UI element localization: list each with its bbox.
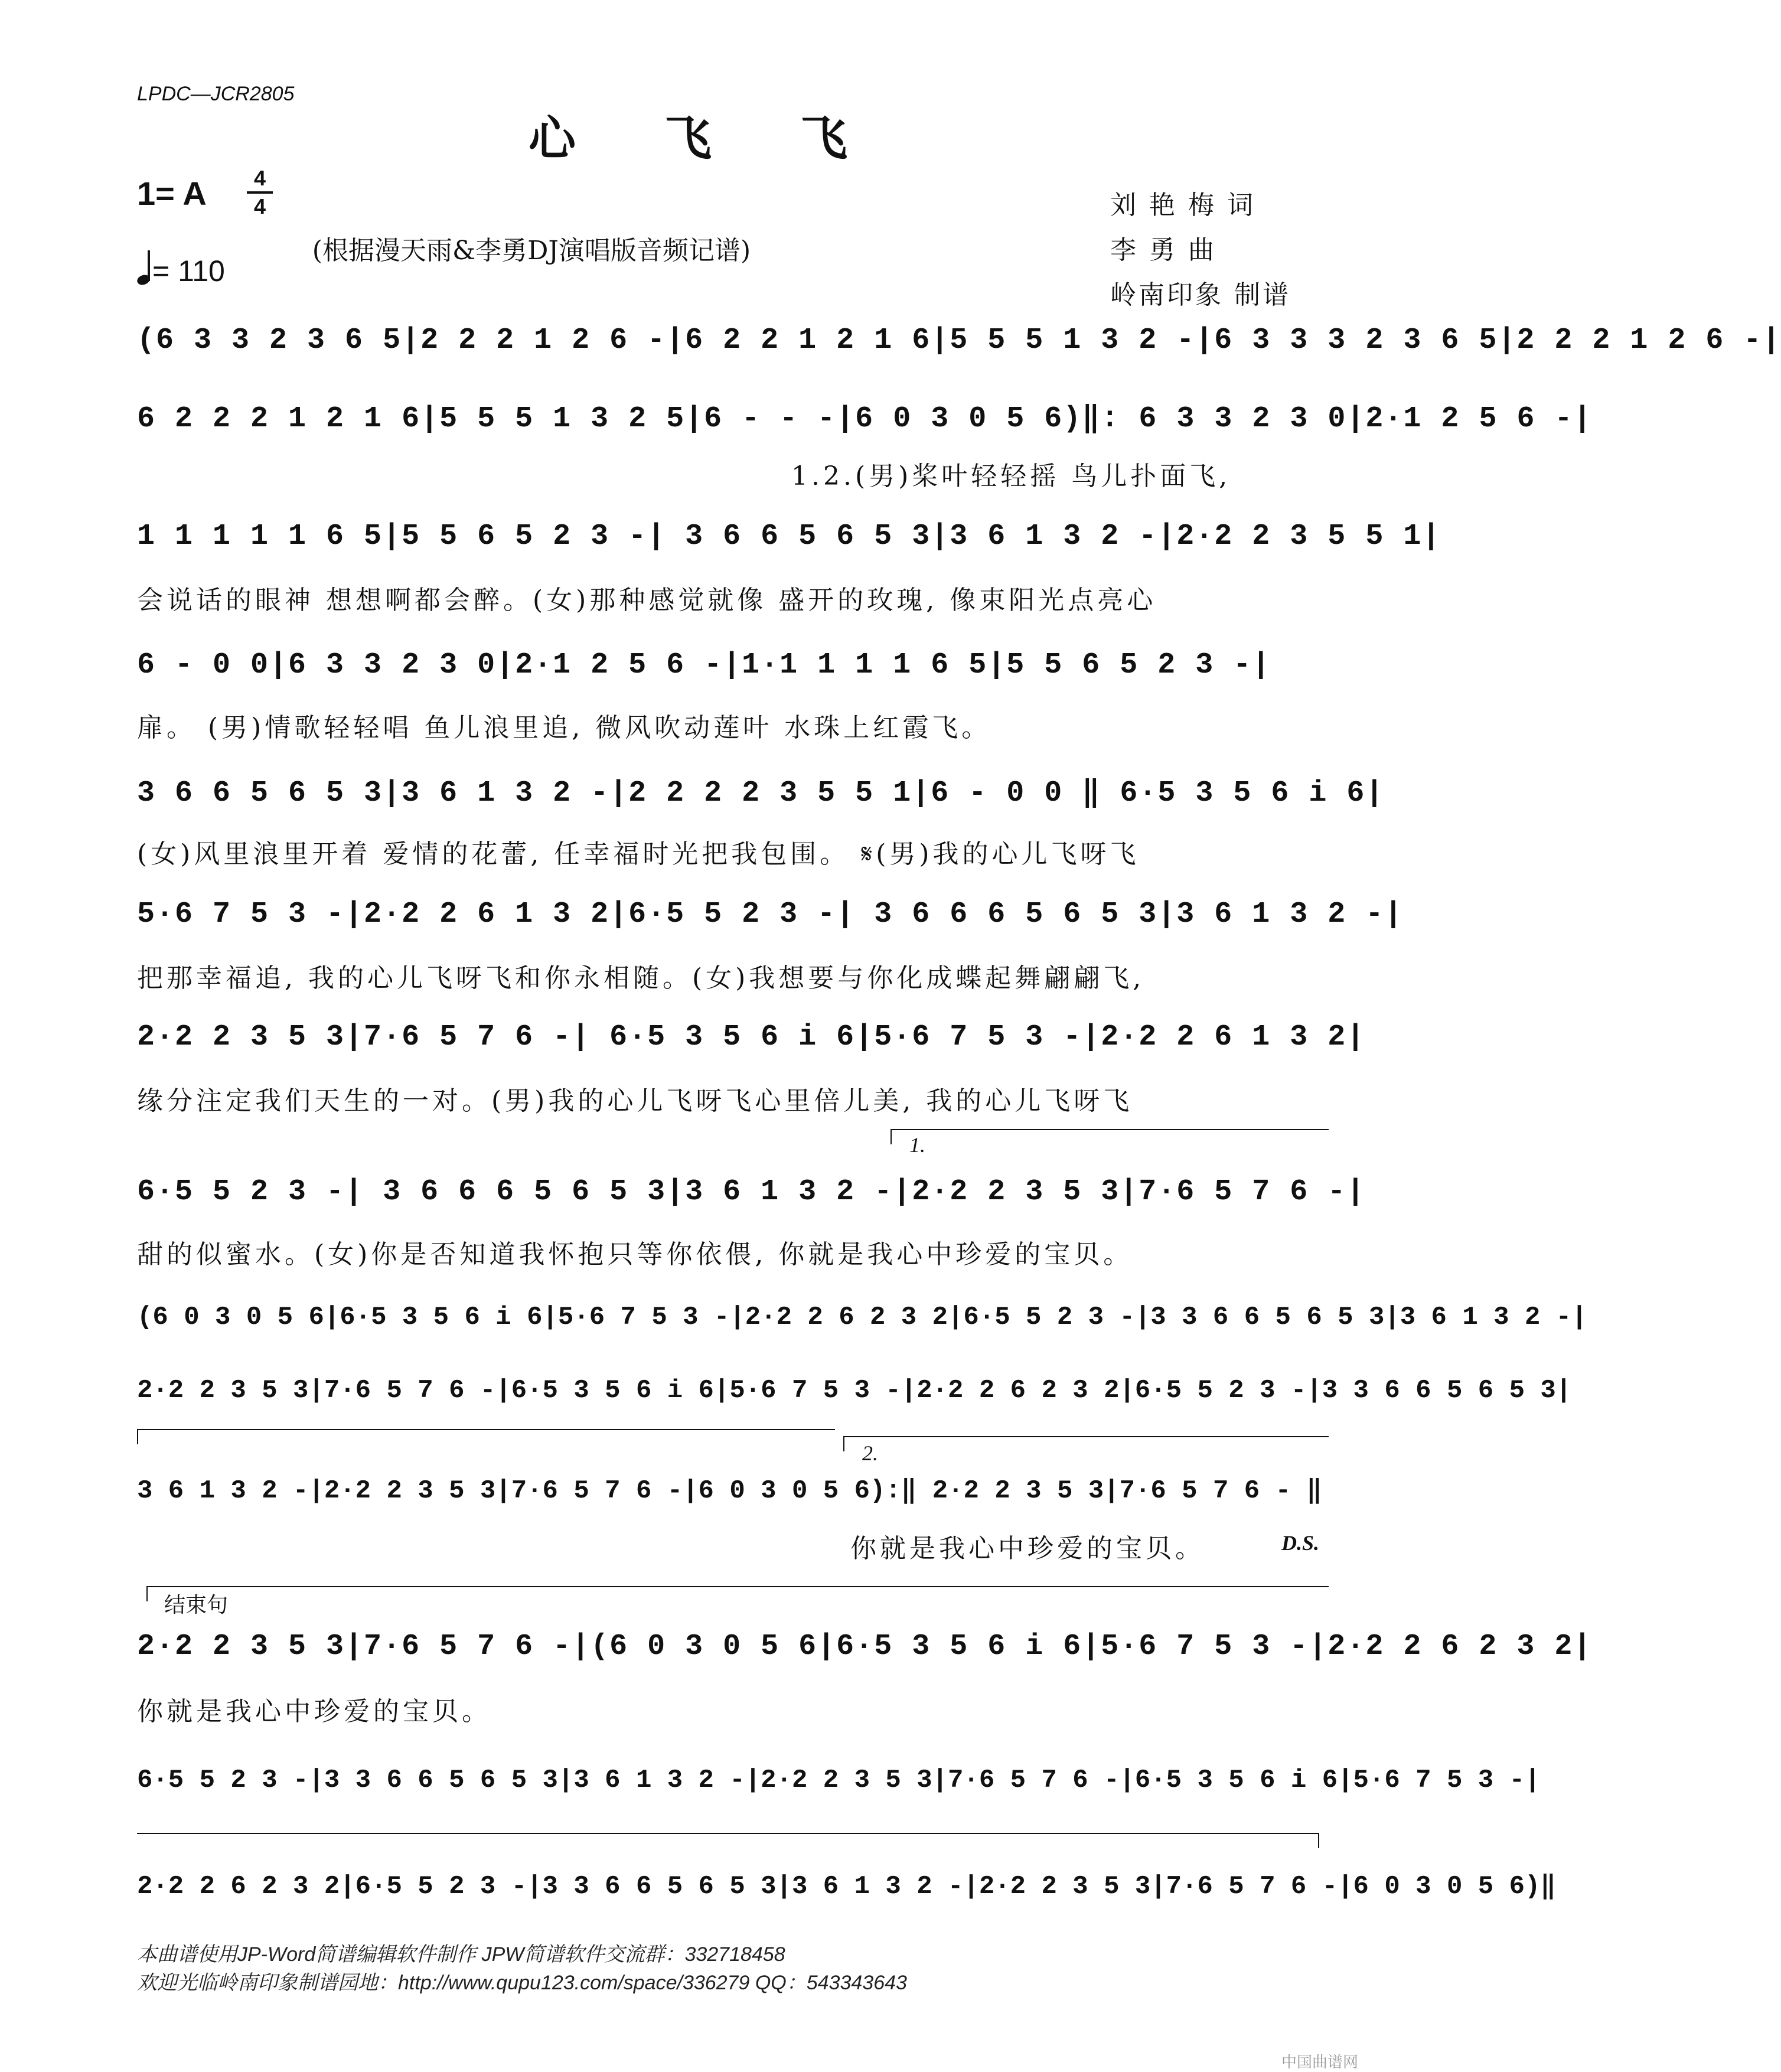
time-signature-top: 4: [253, 166, 266, 190]
repeat-bracket: [137, 1429, 835, 1444]
lyric-line-4: 扉。 (男)情歌轻轻唱 鱼儿浪里追, 微风吹动莲叶 水珠上红霞飞。: [137, 713, 991, 743]
volta-1-label: 1.: [909, 1133, 925, 1157]
notation-line-12: 2·2 2 3 5 3|7·6 5 7 6 -|(6 0 3 0 5 6|6·5 3 5 6 i 6|5·6 7 5 3 -|2·2 2 6 2 3 2|: [137, 1630, 1593, 1663]
volta-bracket-2: [843, 1436, 1329, 1451]
watermark: 中国曲谱网: [1281, 2054, 1359, 2071]
volta-2-label: 2.: [862, 1441, 878, 1465]
ds-marker: D.S.: [1281, 1531, 1320, 1555]
notation-line-8: 6·5 5 2 3 -| 3 6 6 6 5 6 5 3|3 6 1 3 2 -|2·2 2 3 5 3|7·6 5 7 6 -|: [137, 1175, 1366, 1209]
lyricist: 刘 艳 梅 词: [1110, 190, 1255, 220]
notation-line-6: 5·6 7 5 3 -|2·2 2 6 1 3 2|6·5 5 2 3 -| 3 6 6 6 5 6 5 3|3 6 1 3 2 -|: [137, 898, 1404, 931]
lyric-line-5: (女)风里浪里开着 爱情的花蕾, 任幸福时光把我包围。 𝄋(男)我的心儿飞呀飞: [137, 839, 1140, 869]
lyric-line-8: 甜的似蜜水。(女)你是否知道我怀抱只等你依偎, 你就是我心中珍爱的宝贝。: [137, 1239, 1133, 1270]
notation-line-5: 3 6 6 5 6 5 3|3 6 1 3 2 -|2 2 2 2 3 5 5 1|6 - 0 0 ‖ 6·5 3 5 6 i 6|: [137, 776, 1385, 810]
arranger: 岭南印象 制谱: [1110, 280, 1291, 310]
lyric-line-11: 你就是我心中珍爱的宝贝。: [850, 1533, 1205, 1564]
tempo-value: = 110: [152, 254, 225, 288]
subtitle: (根据漫天雨&李勇DJ演唱版音频记谱): [312, 236, 751, 266]
ending-label: 结束句: [164, 1593, 229, 1617]
credits: [1110, 183, 1291, 318]
notation-line-14: 2·2 2 6 2 3 2|6·5 5 2 3 -|3 3 6 6 5 6 5 3|3 6 1 3 2 -|2·2 2 3 5 3|7·6 5 7 6 -|6 0 3 0 5 6)‖: [137, 1872, 1556, 1901]
volta-bracket-1: [891, 1129, 1329, 1144]
key-signature: 1= A: [137, 175, 207, 212]
notation-line-13: 6·5 5 2 3 -|3 3 6 6 5 6 5 3|3 6 1 3 2 -|2·2 2 3 5 3|7·6 5 7 6 -|6·5 3 5 6 i 6|5·6 7 5 3 -|: [137, 1766, 1541, 1795]
final-bracket: [137, 1833, 1319, 1848]
lyric-line-6: 把那幸福追, 我的心儿飞呀飞和你永相随。(女)我想要与你化成蝶起舞翩翩飞,: [137, 963, 1145, 993]
ending-bracket: [146, 1586, 1329, 1601]
composer: 李 勇 曲: [1110, 235, 1216, 265]
notation-line-3: 1 1 1 1 1 6 5|5 5 6 5 2 3 -| 3 6 6 5 6 5 3|3 6 1 3 2 -|2·2 2 3 5 5 1|: [137, 520, 1441, 553]
notation-line-10: 2·2 2 3 5 3|7·6 5 7 6 -|6·5 3 5 6 i 6|5·6 7 5 3 -|2·2 2 6 2 3 2|6·5 5 2 3 -|3 3 6 6 5 6 5 3|: [137, 1376, 1572, 1405]
lyric-line-7: 缘分注定我们天生的一对。(男)我的心儿飞呀飞心里倍儿美, 我的心儿飞呀飞: [137, 1086, 1133, 1116]
lyric-line-2: 1.2.(男)桨叶轻轻摇 鸟儿扑面飞,: [791, 461, 1231, 491]
notation-line-2: 6 2 2 2 1 2 1 6|5 5 5 1 3 2 5|6 - - -|6 0 3 0 5 6)‖: 6 3 3 2 3 0|2·1 2 5 6 -|: [137, 402, 1593, 436]
time-signature-bottom: 4: [253, 194, 266, 218]
notation-line-11: 3 6 1 3 2 -|2·2 2 3 5 3|7·6 5 7 6 -|6 0 3 0 5 6):‖ 2·2 2 3 5 3|7·6 5 7 6 - ‖: [137, 1476, 1322, 1506]
footer-line-2: 欢迎光临岭南印象制谱园地：http://www.qupu123.com/space/336279 QQ：543343643: [137, 1972, 907, 1994]
notation-line-4: 6 - 0 0|6 3 3 2 3 0|2·1 2 5 6 -|1·1 1 1 1 6 5|5 5 6 5 2 3 -|: [137, 648, 1271, 682]
song-title: 心飞飞: [529, 110, 936, 166]
score-code: LPDC—JCR2805: [137, 83, 295, 105]
time-signature: [247, 167, 273, 218]
lyric-line-3: 会说话的眼神 想想啊都会醉。(女)那种感觉就像 盛开的玫瑰, 像束阳光点亮心: [137, 585, 1157, 615]
time-signature-bar: [247, 191, 273, 194]
notation-line-9: (6 0 3 0 5 6|6·5 3 5 6 i 6|5·6 7 5 3 -|2·2 2 6 2 3 2|6·5 5 2 3 -|3 3 6 6 5 6 5 3|3 6 1 3 2 -|: [137, 1303, 1587, 1332]
lyric-line-12: 你就是我心中珍爱的宝贝。: [137, 1696, 491, 1727]
notation-line-7: 2·2 2 3 5 3|7·6 5 7 6 -| 6·5 3 5 6 i 6|5·6 7 5 3 -|2·2 2 6 1 3 2|: [137, 1020, 1366, 1054]
notation-line-1: (6 3 3 2 3 6 5|2 2 2 1 2 6 -|6 2 2 1 2 1 6|5 5 5 1 3 2 -|6 3 3 3 2 3 6 5|2 2 2 1 2 6 -|: [137, 324, 1781, 357]
footer-line-1: 本曲谱使用JP-Word简谱编辑软件制作 JPW简谱软件交流群：332718458: [137, 1943, 785, 1966]
